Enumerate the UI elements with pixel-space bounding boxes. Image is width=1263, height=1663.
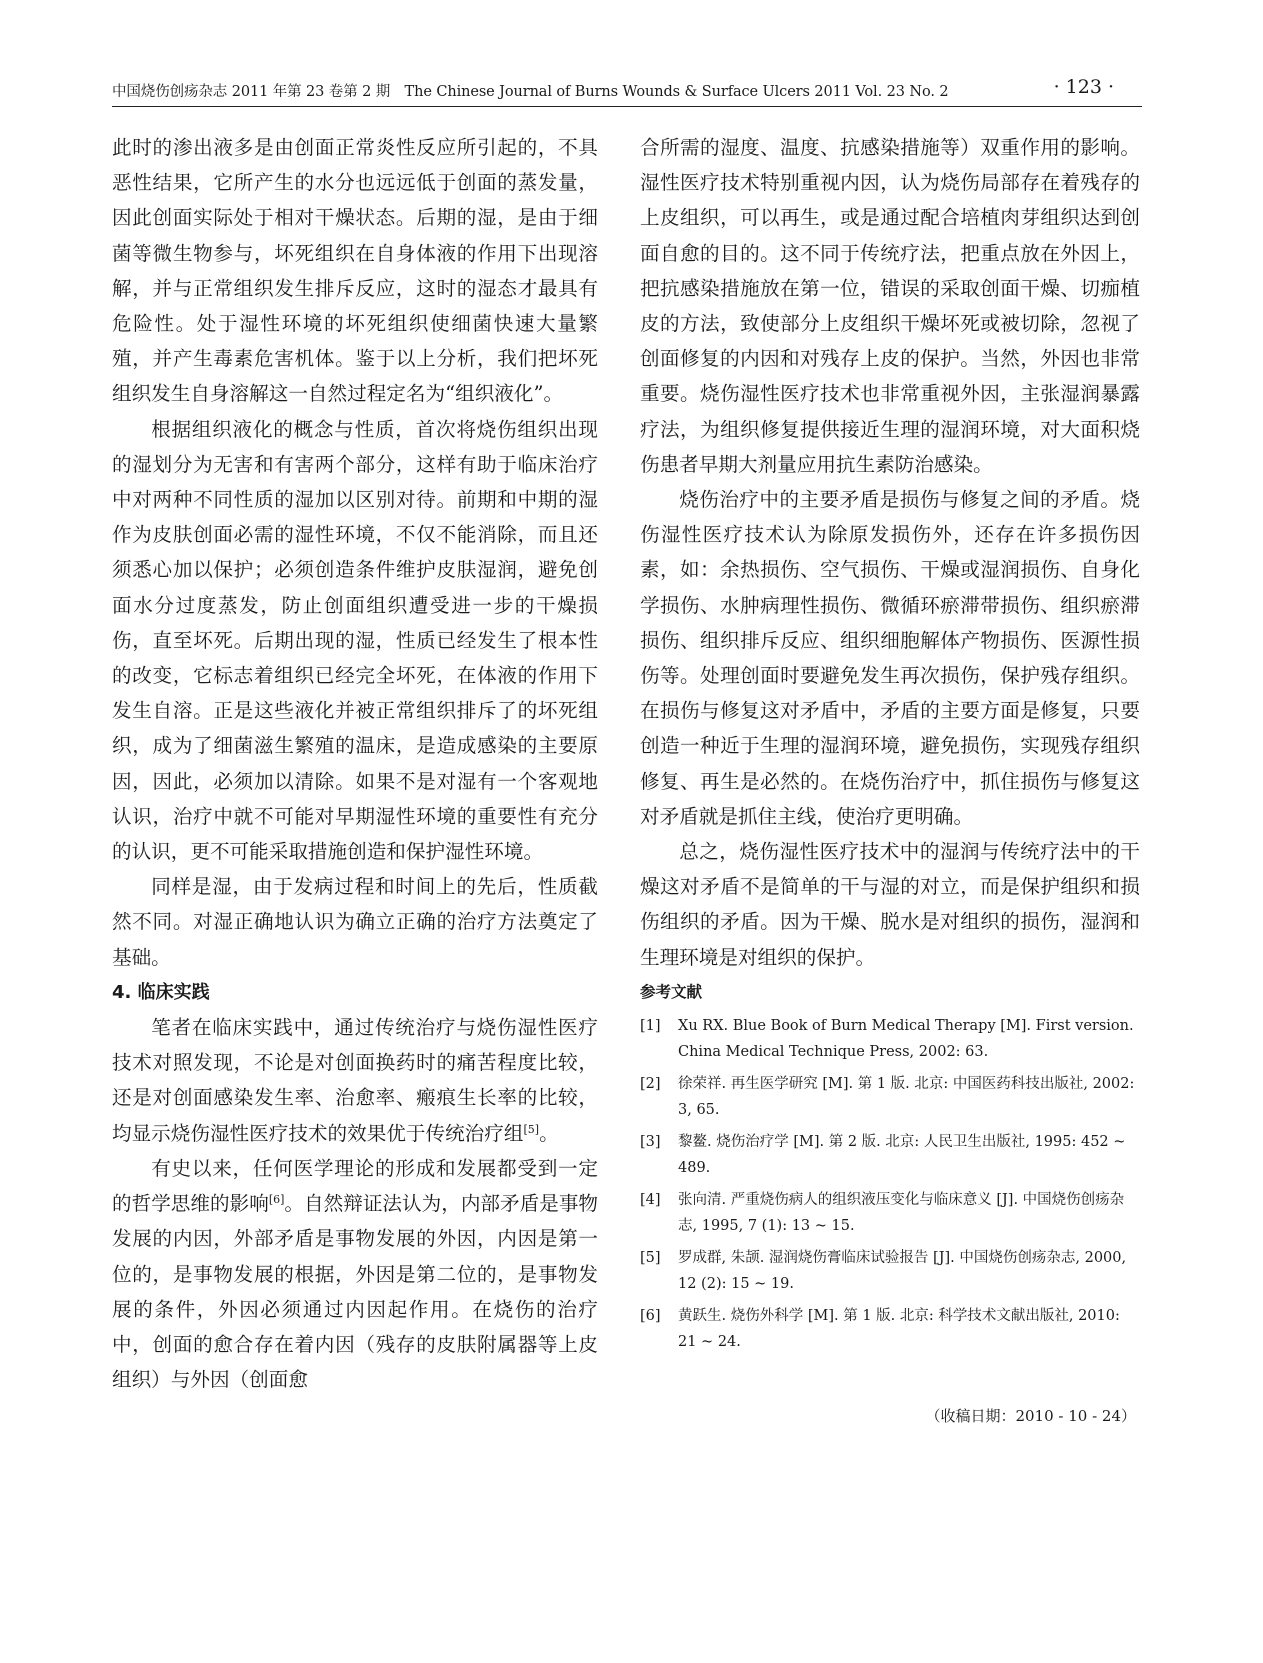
paragraph-text: 笔者在临床实践中，通过传统治疗与烧伤湿性医疗技术对照发现，不论是对创面换药时的痛苦程度比较，还是对创面感染发生率、治愈率、瘢痕生长率的比较，均显示烧伤湿性医疗技术的效果优于传统治疗组 [112,1016,598,1145]
received-date: （收稿日期：2010 - 10 - 24） [925,1406,1136,1425]
reference-item [640,1071,1140,1123]
reference-number: [5] [640,1249,661,1266]
reference-text: 徐荣祥. 再生医学研究 [M]. 第 1 版. 北京: 中国医药科技出版社, 2002: 3, 65. [678,1075,1135,1118]
reference-text: 黄跃生. 烧伤外科学 [M]. 第 1 版. 北京: 科学技术文献出版社, 2010: 21 ~ 24. [678,1307,1120,1350]
journal-header-line: 中国烧伤创疡杂志 2011 年第 23 卷第 2 期 The Chinese Journal of Burns Wounds & Surface Ulcers 2011 Vol. 23 No. 2 [112,84,949,100]
reference-text: Xu RX. Blue Book of Burn Medical Therapy [M]. First version. China Medical Technique Press, 2002: 63. [678,1017,1134,1060]
reference-number: [4] [640,1191,661,1208]
reference-list [640,1013,1140,1355]
right-column [640,130,1140,1434]
citation-marker: [5] [523,1122,540,1136]
paragraph-text: 。 [539,1121,559,1145]
paragraph [112,1151,598,1397]
paragraph: 烧伤治疗中的主要矛盾是损伤与修复之间的矛盾。烧伤湿性医疗技术认为除原发损伤外，还存在许多损伤因素，如：余热损伤、空气损伤、干燥或湿润损伤、自身化学损伤、水肿病理性损伤、微循环瘀滞带损伤、组织瘀滞损伤、组织排斥反应、组织细胞解体产物损伤、医源性损伤等。处理创面时要避免发生再次损伤，保护残存组织。在损伤与修复这对矛盾中，矛盾的主要方面是修复，只要创造一种近于生理的湿润环境，避免损伤，实现残存组织修复、再生是必然的。在烧伤治疗中，抓住损伤与修复这对矛盾就是抓住主线，使治疗更明确。 [640,488,1140,828]
paragraph: 合所需的湿度、温度、抗感染措施等）双重作用的影响。湿性医疗技术特别重视内因，认为烧伤局部存在着残存的上皮组织，可以再生，或是通过配合培植肉芽组织达到创面自愈的目的。这不同于传统疗法，把重点放在外因上，把抗感染措施放在第一位，错误的采取创面干燥、切痂植皮的方法，致使部分上皮组织干燥坏死或被切除，忽视了创面修复的内因和对残存上皮的保护。当然，外因也非常重要。烧伤湿性医疗技术也非常重视外因，主张湿润暴露疗法，为组织修复提供接近生理的湿润环境，对大面积烧伤患者早期大剂量应用抗生素防治感染。 [640,136,1140,476]
reference-item [640,1013,1140,1065]
reference-number: [1] [640,1017,661,1034]
paragraph [112,1010,598,1151]
reference-item [640,1303,1140,1355]
paragraph: 总之，烧伤湿性医疗技术中的湿润与传统疗法中的干燥这对矛盾不是简单的干与湿的对立，而是保护组织和损伤组织的矛盾。因为干燥、脱水是对组织的损伤，湿润和生理环境是对组织的保护。 [640,840,1140,969]
reference-item [640,1187,1140,1239]
section-heading: 4. 临床实践 [112,981,210,1003]
reference-item [640,1129,1140,1181]
reference-text: 张向清. 严重烧伤病人的组织液压变化与临床意义 [J]. 中国烧伤创疡杂志, 1995, 7 (1): 13 ~ 15. [678,1191,1125,1234]
paragraph-text: 有史以来，任何医学理论的形成和发展都受到一定的哲学思维的影响 [112,1156,598,1216]
reference-number: [6] [640,1307,661,1324]
reference-number: [3] [640,1133,661,1150]
reference-text: 罗成群, 朱颉. 湿润烧伤膏临床试验报告 [J]. 中国烧伤创疡杂志, 2000, 12 (2): 15 ~ 19. [678,1249,1127,1292]
reference-item [640,1245,1140,1297]
citation-marker: [6] [268,1193,285,1207]
paragraph: 同样是湿，由于发病过程和时间上的先后，性质截然不同。对湿正确地认识为确立正确的治疗方法奠定了基础。 [112,875,598,969]
paragraph: 此时的渗出液多是由创面正常炎性反应所引起的，不具恶性结果，它所产生的水分也远远低于创面的蒸发量，因此创面实际处于相对干燥状态。后期的湿，是由于细菌等微生物参与，坏死组织在自身体液的作用下出现溶解，并与正常组织发生排斥反应，这时的湿态才最具有危险性。处于湿性环境的坏死组织使细菌快速大量繁殖，并产生毒素危害机体。鉴于以上分析，我们把坏死组织发生自身溶解这一自然过程定名为“组织液化”。 [112,136,598,406]
reference-text: 黎鳌. 烧伤治疗学 [M]. 第 2 版. 北京: 人民卫生出版社, 1995: 452 ~ 489. [678,1133,1126,1176]
left-column [112,130,598,1397]
references-heading: 参考文献 [640,982,703,1001]
page-number: · 123 · [1053,76,1114,98]
reference-number: [2] [640,1075,661,1092]
paragraph: 根据组织液化的概念与性质，首次将烧伤组织出现的湿划分为无害和有害两个部分，这样有助于临床治疗中对两种不同性质的湿加以区别对待。前期和中期的湿作为皮肤创面必需的湿性环境，不仅不能消除，而且还须悉心加以保护；必须创造条件维护皮肤湿润，避免创面水分过度蒸发，防止创面组织遭受进一步的干燥损伤，直至坏死。后期出现的湿，性质已经发生了根本性的改变，它标志着组织已经完全坏死，在体液的作用下发生自溶。正是这些液化并被正常组织排斥了的坏死组织，成为了细菌滋生繁殖的温床，是造成感染的主要原因，因此，必须加以清除。如果不是对湿有一个客观地认识，治疗中就不可能对早期湿性环境的重要性有充分的认识，更不可能采取措施创造和保护湿性环境。 [112,417,598,864]
paragraph-text: 。自然辩证法认为，内部矛盾是事物发展的内因，外部矛盾是事物发展的外因，内因是第一位的，是事物发展的根据，外因是第二位的，是事物发展的条件，外因必须通过内因起作用。在烧伤的治疗中，创面的愈合存在着内因（残存的皮肤附属器等上皮组织）与外因（创面愈 [112,1192,599,1392]
running-header [112,76,1142,107]
